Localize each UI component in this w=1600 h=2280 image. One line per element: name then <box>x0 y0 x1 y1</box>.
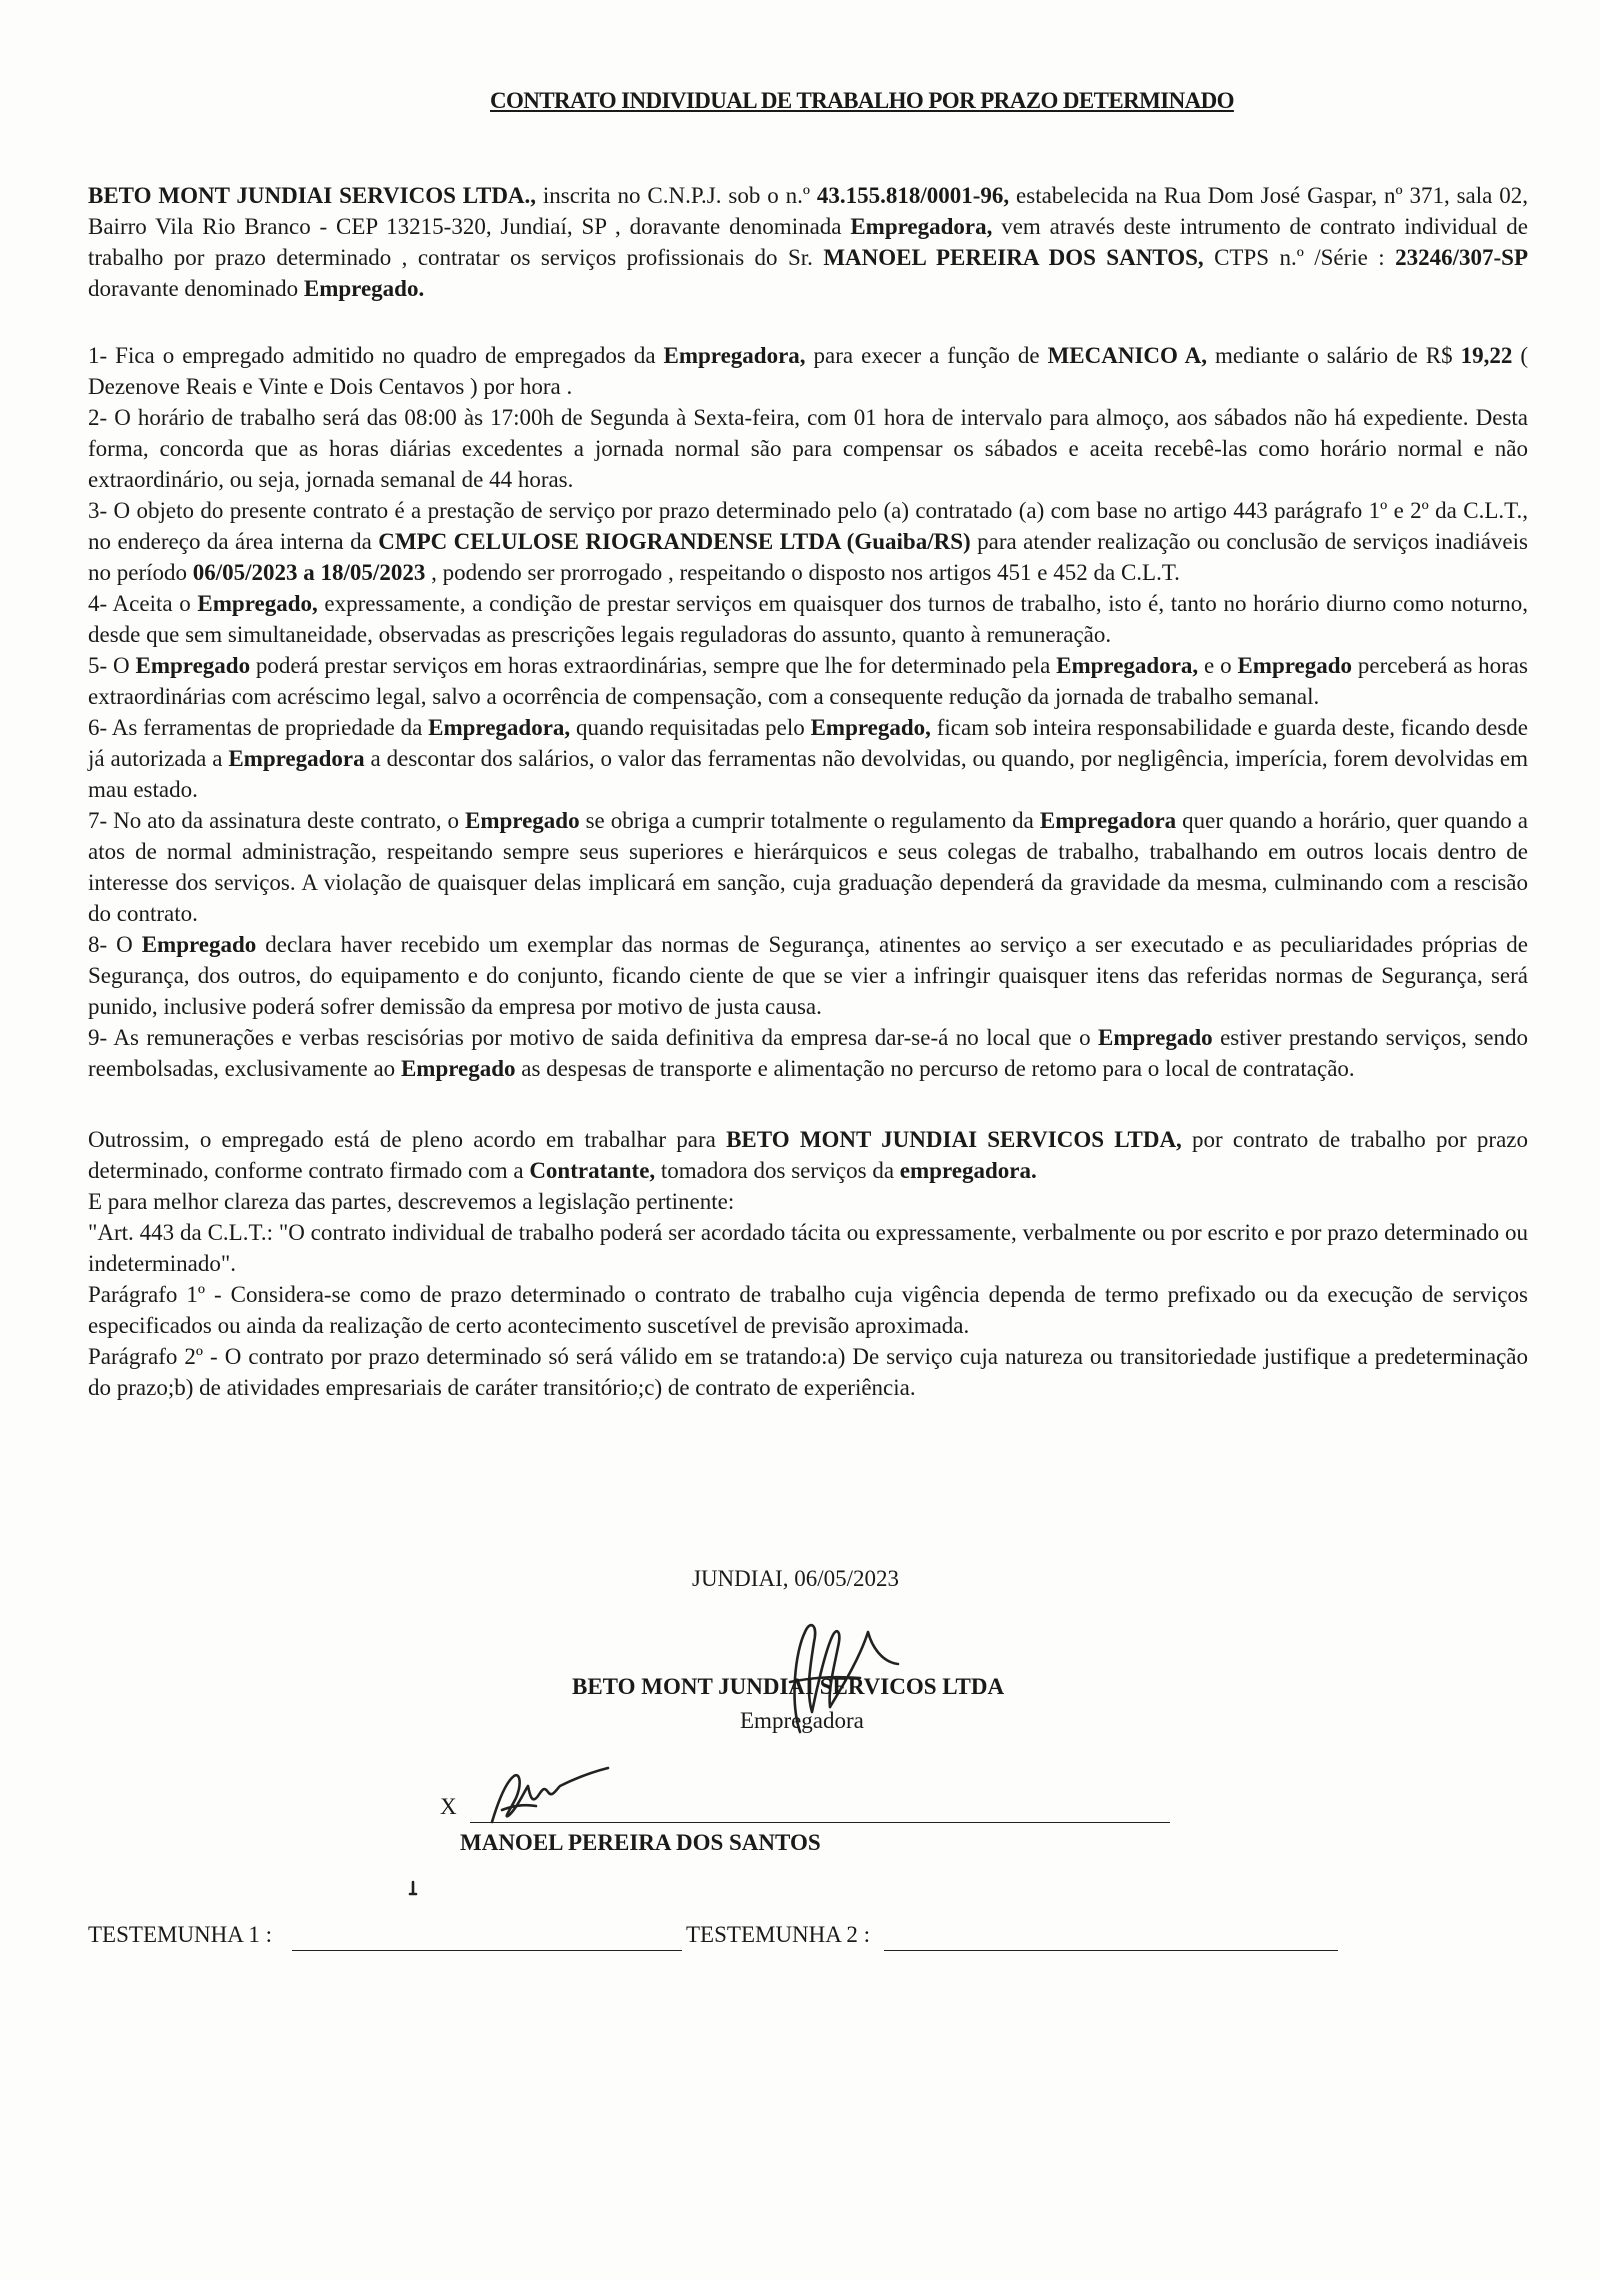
witness-1-label: TESTEMUNHA 1 : <box>88 1922 272 1947</box>
clause-3: 3- O objeto do presente contrato é a prestação de serviço por prazo determinado pelo (a) contratado (a) com base no artigo 443 parágrafo 1º e 2º da C.L.T., no endereço da área interna da CMPC CELULOSE RIOGRANDENSE LTDA (Guaiba/RS) para atender realização ou conclusão de serviços inadiáveis no período 06/05/2023 a 18/05/2023 , podendo ser prorrogado , respeitando o disposto nos artigos 451 e 452 da C.L.T. <box>88 498 1528 585</box>
contract-body <box>88 180 1528 1403</box>
place-date: JUNDIAI, 06/05/2023 <box>692 1566 899 1591</box>
legislation-intro: E para melhor clareza das partes, descrevemos a legislação pertinente: <box>88 1189 735 1214</box>
witness-2-line <box>884 1950 1338 1951</box>
signature-x-mark: X <box>440 1794 457 1819</box>
employer-signature-name: BETO MONT JUNDIAI SERVICOS LTDA <box>572 1674 1005 1699</box>
client-company: CMPC CELULOSE RIOGRANDENSE LTDA (Guaiba/RS) <box>378 529 971 554</box>
clause-2: 2- O horário de trabalho será das 08:00 às 17:00h de Segunda à Sexta-feira, com 01 hora de intervalo para almoço, aos sábados não há expediente. Desta forma, concorda que as horas diárias excedentes a jornada normal são para compensar os sábados e aceita recebê-las como horário normal e não extraordinário, ou seja, jornada semanal de 44 horas. <box>88 405 1528 492</box>
scan-mark-icon <box>408 1880 418 1896</box>
contract-period: 06/05/2023 a 18/05/2023 <box>192 560 426 585</box>
legislation-paragraph-1: Parágrafo 1º - Considera-se como de prazo determinado o contrato de trabalho cuja vigência dependa de termo prefixado ou da execução de serviços especificados ou ainda da realização de certo acontecimento suscetível de previsão aproximada. <box>88 1282 1528 1338</box>
hourly-wage: 19,22 <box>1460 343 1513 368</box>
clause-8: 8- O Empregado declara haver recebido um exemplar das normas de Segurança, atinentes ao serviço a ser executado e as peculiaridades próprias de Segurança, dos outros, do equipamento e do conjunto, ficando ciente de que se vier a infringir quaisquer itens das referidas normas de Segurança, será punido, inclusive poderá sofrer demissão da empresa por motivo de justa causa. <box>88 932 1528 1019</box>
witness-2-label: TESTEMUNHA 2 : <box>686 1922 870 1947</box>
witness-1-line <box>292 1950 682 1951</box>
employee-signature-name: MANOEL PEREIRA DOS SANTOS <box>460 1830 821 1855</box>
employee-name-inline: MANOEL PEREIRA DOS SANTOS, <box>823 245 1204 270</box>
job-function: MECANICO A, <box>1047 343 1207 368</box>
employer-signature-role: Empregadora <box>740 1708 864 1733</box>
employee-signature-icon <box>484 1752 614 1832</box>
legislation-art-443: "Art. 443 da C.L.T.: "O contrato individual de trabalho poderá ser acordado tácita ou expressamente, verbalmente ou por escrito e por prazo determinado ou indeterminado". <box>88 1220 1528 1276</box>
legislation-paragraph-2: Parágrafo 2º - O contrato por prazo determinado só será válido em se tratando:a) De serviço cuja natureza ou transitoriedade justifique a predeterminação do prazo;b) de atividades empresariais de caráter transitório;c) de contrato de experiência. <box>88 1344 1528 1400</box>
clause-7: 7- No ato da assinatura deste contrato, o Empregado se obriga a cumprir totalmente o regulamento da Empregadora quer quando a horário, quer quando a atos de normal administração, respeitando sempre seus superiores e hierárquicos e seus colegas de trabalho, trabalhando em outros locais dentro de interesse dos serviços. A violação de quaisquer delas implicará em sanção, cuja graduação dependerá da gravidade da mesma, culminando com a rescisão do contrato. <box>88 808 1528 926</box>
clause-4: 4- Aceita o Empregado, expressamente, a condição de prestar serviços em quaisquer dos turnos de trabalho, isto é, tanto no horário diurno como noturno, desde que sem simultaneidade, observadas as prescrições legais reguladoras do assunto, quanto à remuneração. <box>88 591 1528 647</box>
clause-6: 6- As ferramentas de propriedade da Empregadora, quando requisitadas pelo Empregado, ficam sob inteira responsabilidade e guarda deste, ficando desde já autorizada a Empregadora a descontar dos salários, o valor das ferramentas não devolvidas, ou quando, por negligência, imperícia, forem devolvidas em mau estado. <box>88 715 1528 802</box>
cnpj-number: 43.155.818/0001-96, <box>816 183 1010 208</box>
intro-paragraph: BETO MONT JUNDIAI SERVICOS LTDA., inscrita no C.N.P.J. sob o n.º 43.155.818/0001-96, estabelecida na Rua Dom José Gaspar, nº 371, sala 02, Bairro Vila Rio Branco - CEP 13215-320, Jundiaí, SP , doravante denominada Empregadora, vem através deste intrumento de contrato individual de trabalho por prazo determinado , contratar os serviços profissionais do Sr. MANOEL PEREIRA DOS SANTOS, CTPS n.º /Série : 23246/307-SP doravante denominado Empregado. <box>88 183 1528 301</box>
company-name: BETO MONT JUNDIAI SERVICOS LTDA., <box>88 183 537 208</box>
outro-paragraph: Outrossim, o empregado está de pleno acordo em trabalhar para BETO MONT JUNDIAI SERVICOS LTDA, por contrato de trabalho por prazo determinado, conforme contrato firmado com a Contratante, tomadora dos serviços da empregadora. <box>88 1127 1528 1183</box>
ctps-number: 23246/307-SP <box>1395 245 1528 270</box>
clause-5: 5- O Empregado poderá prestar serviços em horas extraordinárias, sempre que lhe for determinado pela Empregadora, e o Empregado perceberá as horas extraordinárias com acréscimo legal, salvo a ocorrência de compensação, com a consequente redução da jornada de trabalho semanal. <box>88 653 1528 709</box>
clause-1: 1- Fica o empregado admitido no quadro de empregados da Empregadora, para execer a função de MECANICO A, mediante o salário de R$ 19,22 ( Dezenove Reais e Vinte e Dois Centavos ) por hora . <box>88 343 1528 399</box>
contract-title: CONTRATO INDIVIDUAL DE TRABALHO POR PRAZO DETERMINADO <box>490 88 1234 113</box>
clause-9: 9- As remunerações e verbas rescisórias por motivo de saida definitiva da empresa dar-se-á no local que o Empregado estiver prestando serviços, sendo reembolsadas, exclusivamente ao Empregado as despesas de transporte e alimentação no percurso de retomo para o local de contratação. <box>88 1025 1528 1081</box>
